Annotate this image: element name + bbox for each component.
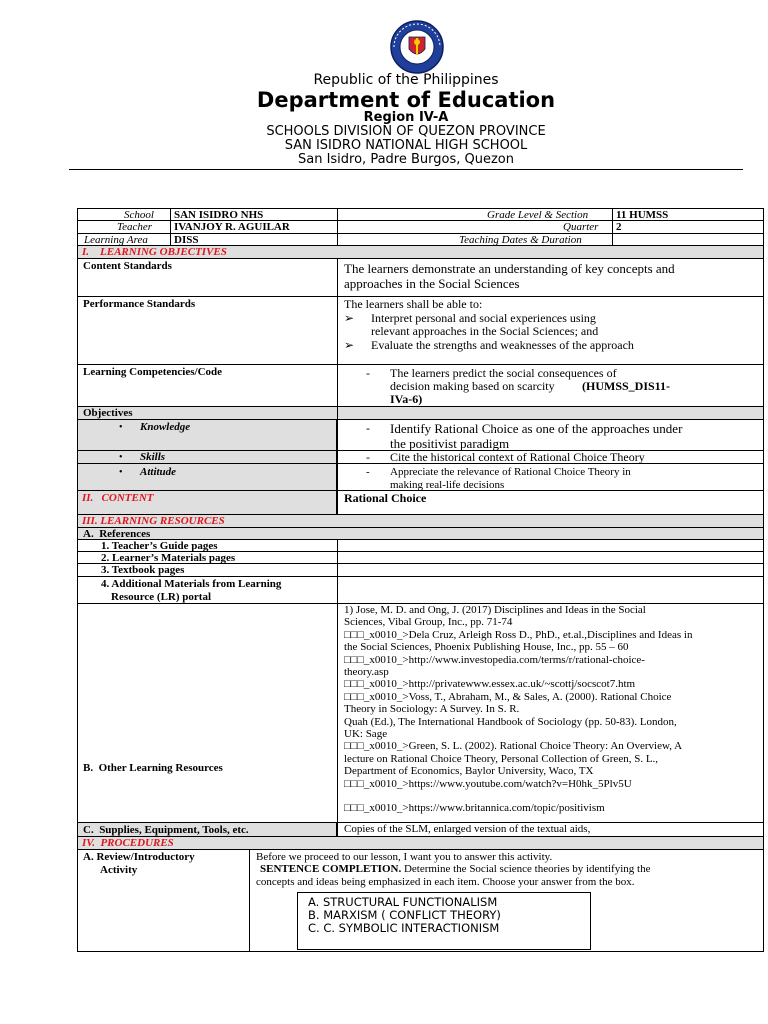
other-resource-line: □□□_x0010_>Dela Cruz, Arleigh Ross D., PhD., et.al.,Disciplines and Ideas in	[344, 628, 693, 641]
other-resource-line: Theory in Sociology: A Survey. In S. R.	[344, 703, 520, 716]
department-title: Department of Education	[256, 88, 556, 112]
address-line: San Isidro, Padre Burgos, Quezon	[297, 152, 514, 167]
competencies-label: Learning Competencies/Code	[83, 366, 223, 378]
competency-line2: decision making based on scarcity	[390, 379, 555, 393]
other-resource-line: □□□_x0010_>https://www.youtube.com/watch?v=H0hk_5Plv5U	[344, 777, 632, 790]
bullet-icon: •	[119, 422, 123, 433]
other-resource-line: Sciences, Vibal Group, Inc., pp. 71-74	[344, 616, 513, 629]
school-line: SAN ISIDRO NATIONAL HIGH SCHOOL	[284, 138, 528, 153]
dash-icon: -	[366, 421, 370, 435]
competency-code-part2: IVa-6)	[390, 392, 423, 406]
additional-label-line1: 4. Additional Materials from Learning	[101, 578, 282, 590]
other-resource-line: UK: Sage	[344, 728, 388, 740]
objectives-heading: I. LEARNING OBJECTIVES	[82, 246, 227, 258]
review-line1: Before we proceed to our lesson, I want you to answer this activity.	[256, 851, 553, 863]
area-label: Learning Area	[84, 234, 148, 246]
teacher-label: Teacher	[117, 221, 153, 233]
dash-icon: -	[366, 366, 370, 380]
knowledge-line1: Identify Rational Choice as one of the approaches under	[390, 421, 683, 436]
region-line: Region IV-A	[363, 110, 449, 125]
knowledge-line2: the positivist paradigm	[390, 436, 510, 451]
other-resource-line: Quah (Ed.), The International Handbook of Sociology (pp. 50-83). London,	[344, 715, 677, 728]
resources-heading: III. LEARNING RESOURCES	[82, 515, 225, 527]
grade-label: Grade Level & Section	[487, 209, 589, 221]
content-standards-line1: The learners demonstrate an understanding of key concepts and	[344, 261, 675, 276]
procedures-heading: IV. PROCEDURES	[82, 837, 174, 849]
other-resource-line: Department of Economics, Baylor University, Waco, TX	[344, 765, 594, 778]
content-standards-line2: approaches in the Social Sciences	[344, 276, 520, 291]
performance-intro: The learners shall be able to:	[344, 297, 483, 311]
review-label-line1: A. Review/Introductory	[83, 851, 195, 863]
arrow-icon: ➢	[344, 338, 355, 352]
area-value: DISS	[174, 234, 199, 246]
deped-seal	[381, 19, 453, 75]
bullet-icon: •	[119, 467, 123, 478]
quarter-label: Quarter	[563, 221, 599, 233]
dash-icon: -	[366, 466, 370, 478]
teacher-value: IVANJOY R. AGUILAR	[174, 221, 290, 233]
other-resource-line: □□□_x0010_>http://www.investopedia.com/terms/r/rational-choice-	[344, 653, 645, 666]
other-resource-line: □□□_x0010_>http://privatewww.essex.ac.uk/~scottj/socscot7.htm	[344, 678, 636, 691]
skills-label: Skills	[140, 451, 166, 463]
review-label-line2: Activity	[100, 864, 138, 876]
bullet-icon: •	[119, 452, 123, 463]
knowledge-label: Knowledge	[140, 421, 191, 433]
learners-materials-label: 2. Learner’s Materials pages	[101, 552, 236, 564]
other-resource-line: lecture on Rational Choice Theory, Personal Collection of Green, S. L.,	[344, 752, 659, 765]
choice-c: C. C. SYMBOLIC INTERACTIONISM	[308, 921, 500, 935]
performance-item1-line1: Interpret personal and social experiences using	[371, 311, 596, 325]
other-resource-line: 1) Jose, M. D. and Ong, J. (2017) Disciplines and Ideas in the Social	[344, 604, 646, 616]
other-resource-line: theory.asp	[344, 666, 389, 678]
competency-code-part1: (HUMSS_DIS11-	[582, 379, 671, 393]
content-standards-label: Content Standards	[83, 260, 172, 272]
school-value: SAN ISIDRO NHS	[174, 209, 264, 221]
dates-label: Teaching Dates & Duration	[459, 234, 582, 246]
supplies-label: C. Supplies, Equipment, Tools, etc.	[83, 824, 249, 836]
review-line2-bold: SENTENCE COMPLETION.	[260, 863, 402, 875]
competency-line1: The learners predict the social consequences of	[390, 366, 617, 380]
other-resource-line: □□□_x0010_>https://www.britannica.com/topic/positivism	[344, 802, 605, 815]
republic-line: Republic of the Philippines	[313, 72, 499, 88]
objectives-label: Objectives	[83, 407, 133, 419]
attitude-line1: Appreciate the relevance of Rational Choice Theory in	[390, 466, 631, 478]
review-line3: concepts and ideas being emphasized in each item. Choose your answer from the box.	[256, 876, 635, 888]
choice-a: A. STRUCTURAL FUNCTIONALISM	[308, 895, 498, 909]
other-resource-line: the Social Sciences, Phoenix Publishing House, Inc., pp. 55 – 60	[344, 641, 629, 654]
header-divider	[69, 169, 743, 170]
teachers-guide-label: 1. Teacher’s Guide pages	[101, 540, 218, 552]
performance-item1-line2: relevant approaches in the Social Sciences; and	[371, 324, 599, 338]
quarter-value: 2	[616, 221, 622, 233]
choice-b: B. MARXISM ( CONFLICT THEORY)	[308, 908, 501, 922]
review-line2	[260, 863, 650, 875]
performance-label: Performance Standards	[83, 298, 196, 310]
procedures-heading-row	[77, 836, 764, 850]
supplies-value: Copies of the SLM, enlarged version of the textual aids,	[344, 823, 591, 835]
school-label: School	[124, 209, 154, 221]
attitude-line2: making real-life decisions	[390, 479, 505, 491]
skills-text: Cite the historical context of Rational Choice Theory	[390, 450, 645, 464]
additional-label-line2: Resource (LR) portal	[111, 591, 211, 603]
objectives-row	[77, 406, 764, 420]
arrow-icon: ➢	[344, 311, 355, 325]
division-line: SCHOOLS DIVISION OF QUEZON PROVINCE	[266, 124, 546, 139]
attitude-label: Attitude	[140, 466, 177, 478]
performance-item2: Evaluate the strengths and weaknesses of the approach	[371, 338, 634, 352]
references-label: A. References	[83, 528, 151, 540]
grade-value: 11 HUMSS	[616, 209, 669, 221]
other-resources-label: B. Other Learning Resources	[83, 762, 223, 774]
textbook-label: 3. Textbook pages	[101, 564, 185, 576]
other-resource-line: □□□_x0010_>Voss, T., Abraham, M., & Sales, A. (2000). Rational Choice	[344, 690, 672, 703]
other-resource-line: □□□_x0010_>Green, S. L. (2002). Rational Choice Theory: An Overview, A	[344, 740, 683, 753]
review-line2-rest: Determine the Social science theories by identifying the	[401, 863, 651, 875]
content-heading: II. CONTENT	[82, 492, 154, 504]
content-value: Rational Choice	[344, 491, 427, 505]
dash-icon: -	[366, 450, 370, 464]
